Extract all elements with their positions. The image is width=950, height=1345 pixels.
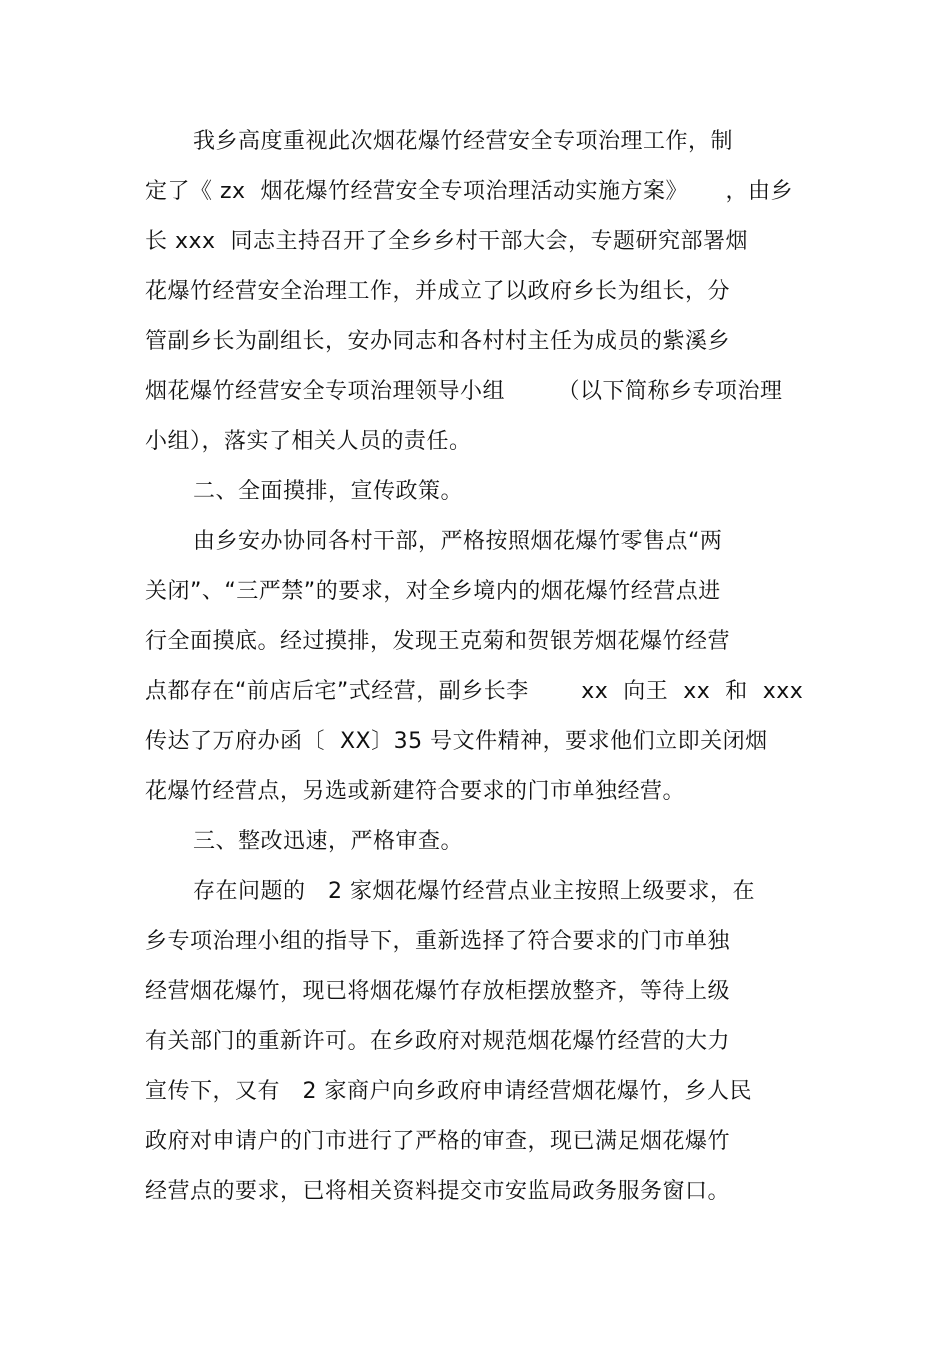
paragraph-3-line-5: 宣传下，又有 2 家商户向乡政府申请经营烟花爆竹，乡人民 — [145, 1079, 752, 1104]
paragraph-2-line-5: 传达了万府办函〔 XX〕35 号文件精神，要求他们立即关闭烟 — [145, 729, 768, 754]
paragraph-3-line-2: 乡专项治理小组的指导下，重新选择了符合要求的门市单独 — [145, 929, 731, 954]
paragraph-2-line-2: 关闭”、“三严禁”的要求，对全乡境内的烟花爆竹经营点进 — [145, 579, 721, 604]
paragraph-1-line-5: 管副乡长为副组长，安办同志和各村村主任为成员的紫溪乡 — [145, 329, 731, 354]
paragraph-2-line-3: 行全面摸底。经过摸排，发现王克菊和贺银芳烟花爆竹经营 — [145, 629, 731, 654]
paragraph-2-line-4: 点都存在“前店后宅”式经营，副乡长李 xx 向王 xx 和 xxx — [145, 679, 804, 704]
section-heading-3: 三、整改迅速，严格审查。 — [193, 829, 464, 854]
paragraph-3-line-6: 政府对申请户的门市进行了严格的审查，现已满足烟花爆竹 — [145, 1129, 731, 1154]
paragraph-2-line-1: 由乡安办协同各村干部，严格按照烟花爆竹零售点“两 — [193, 529, 723, 554]
paragraph-3-line-3: 经营烟花爆竹，现已将烟花爆竹存放柜摆放整齐，等待上级 — [145, 979, 731, 1004]
paragraph-3-line-4: 有关部门的重新许可。在乡政府对规范烟花爆竹经营的大力 — [145, 1029, 731, 1054]
paragraph-3-line-7: 经营点的要求，已将相关资料提交市安监局政务服务窗口。 — [145, 1179, 731, 1204]
paragraph-1-line-4: 花爆竹经营安全治理工作，并成立了以政府乡长为组长，分 — [145, 279, 731, 304]
paragraph-1-line-2: 定了《 zx 烟花爆竹经营安全专项治理活动实施方案》 ，由乡 — [145, 179, 794, 204]
paragraph-1-line-7: 小组），落实了相关人员的责任。 — [145, 429, 472, 454]
paragraph-3-line-1: 存在问题的 2 家烟花爆竹经营点业主按照上级要求，在 — [193, 879, 755, 904]
paragraph-1-line-1: 我乡高度重视此次烟花爆竹经营安全专项治理工作，制 — [193, 129, 734, 154]
paragraph-1-line-6: 烟花爆竹经营安全专项治理领导小组 （以下简称乡专项治理 — [145, 379, 783, 404]
paragraph-1-line-3: 长 xxx 同志主持召开了全乡乡村干部大会，专题研究部署烟 — [145, 229, 749, 254]
section-heading-2: 二、全面摸排，宣传政策。 — [193, 479, 464, 504]
paragraph-2-line-6: 花爆竹经营点，另选或新建符合要求的门市单独经营。 — [145, 779, 686, 804]
